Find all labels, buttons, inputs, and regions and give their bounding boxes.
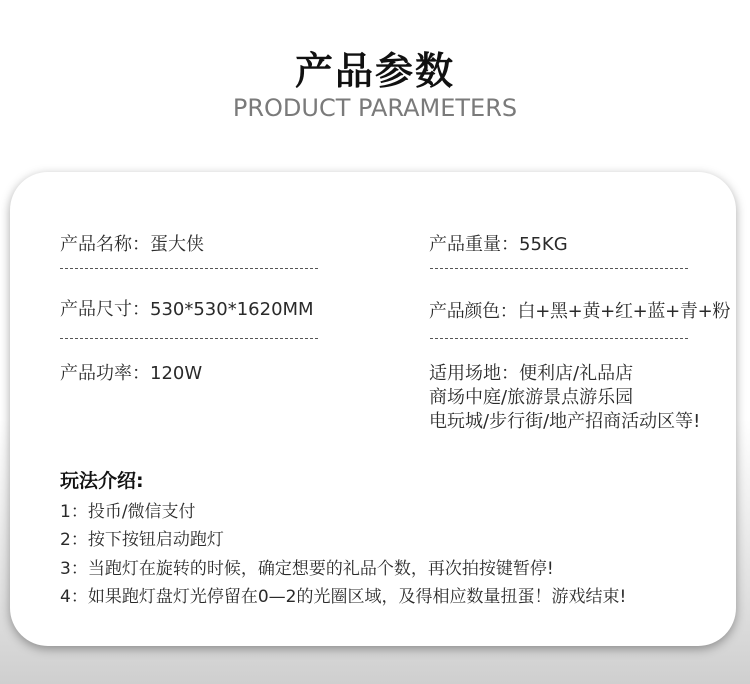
divider: [60, 268, 318, 269]
param-venue-line: 商场中庭/旅游景点游乐园: [429, 387, 634, 408]
divider: [60, 338, 318, 339]
divider: [430, 338, 688, 339]
divider: [430, 268, 688, 269]
gameplay-step: 4：如果跑灯盘灯光停留在0—2的光圈区域，及得相应数量扭蛋！游戏结束!: [60, 587, 627, 607]
param-weight: 产品重量：55KG: [429, 234, 568, 255]
param-venue-line: 电玩城/步行街/地产招商活动区等!: [429, 411, 701, 432]
gameplay-step: 1：投币/微信支付: [60, 502, 196, 522]
param-power: 产品功率：120W: [60, 363, 203, 384]
param-name: 产品名称：蛋大侠: [60, 234, 204, 255]
param-size: 产品尺寸：530*530*1620MM: [60, 299, 314, 320]
gameplay-step: 3：当跑灯在旋转的时候，确定想要的礼品个数，再次拍按键暂停!: [60, 559, 554, 579]
gameplay-title: 玩法介绍:: [60, 470, 144, 492]
param-color: 产品颜色：白+黑+黄+红+蓝+青+粉: [429, 301, 731, 322]
page-title: 产品参数: [294, 49, 455, 93]
gameplay-step: 2：按下按钮启动跑灯: [60, 530, 224, 550]
param-venue-line: 适用场地：便利店/礼品店: [429, 363, 634, 384]
page-subtitle: PRODUCT PARAMETERS: [232, 94, 518, 122]
